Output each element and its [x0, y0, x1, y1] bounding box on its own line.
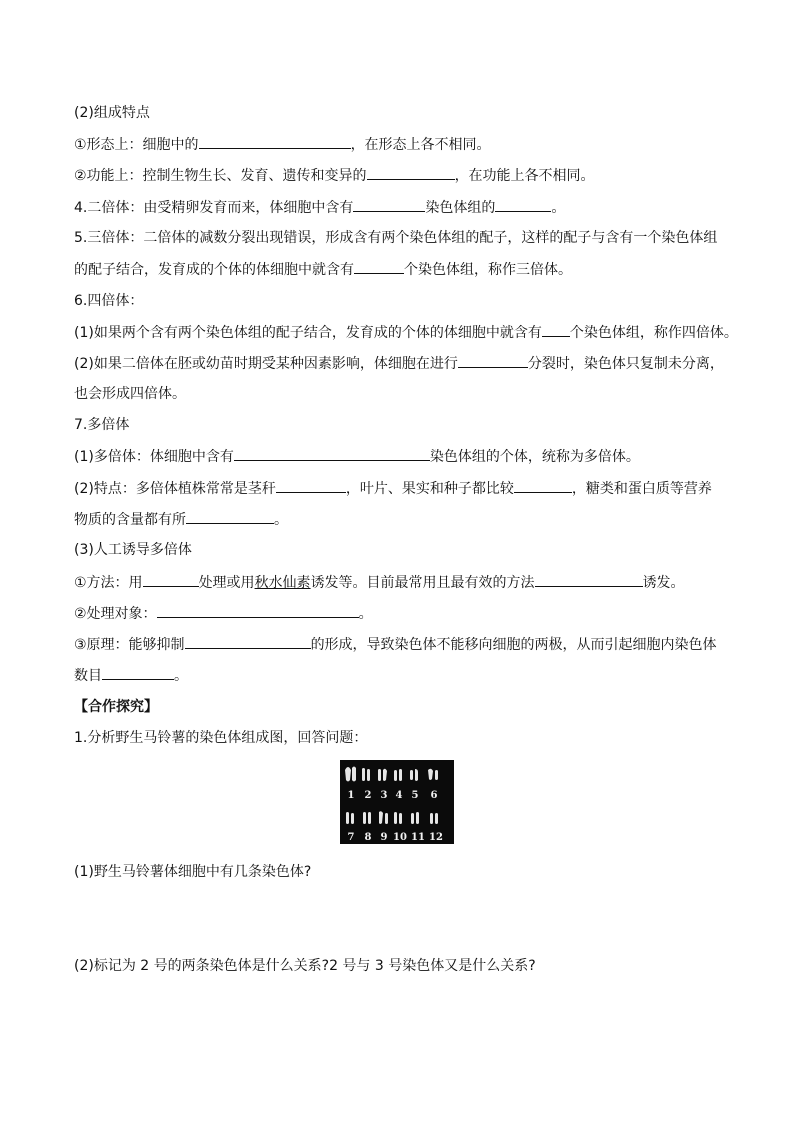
answer-blank[interactable]	[353, 197, 425, 212]
polyploid-definition: (1)多倍体：体细胞中含有 染色体组的个体，统称为多倍体。	[74, 446, 734, 467]
karyotype-svg	[340, 760, 454, 844]
chromosome-label: 5	[411, 790, 419, 801]
answer-blank[interactable]	[354, 259, 404, 274]
section-heading: (2)组成特点	[74, 105, 150, 121]
triploid-line-2: 的配子结合，发育成的个体的体细胞中就含有 个染色体组，称作三倍体。	[74, 259, 734, 280]
diploid-line: 4.二倍体：由受精卵发育而来，体细胞中含有 染色体组的 。	[74, 197, 734, 218]
polyploid-features-2: 物质的含量都有所 。	[74, 509, 734, 530]
chromosome-row-top	[345, 767, 438, 782]
triploid-line: 5.三倍体：二倍体的减数分裂出现错误，形成含有两个染色体组的配子，这样的配子与含有一个染色体组	[74, 230, 718, 246]
chromosome-label: 8	[364, 832, 372, 843]
morphology-line: ①形态上：细胞中的 ，在形态上各不相同。	[74, 134, 734, 155]
chromosome-label: 7	[347, 832, 355, 843]
chromosome-label: 2	[364, 790, 372, 801]
tetraploid-line-1: (1)如果两个含有两个染色体组的配子结合，发育成的个体的体细胞中就含有 个染色体组，称作四倍体。	[74, 322, 734, 343]
tetraploid-line-2: (2)如果二倍体在胚或幼苗时期受某种因素影响，体细胞在进行 分裂时，染色体只复制未分离，	[74, 353, 734, 374]
answer-blank[interactable]	[542, 322, 570, 337]
chromosome-label: 12	[429, 832, 443, 843]
chromosome-label: 4	[395, 790, 403, 801]
tetraploid-line-3: 也会形成四倍体。	[74, 386, 186, 402]
chromosome-row-bottom	[346, 811, 438, 824]
answer-blank[interactable]	[367, 165, 455, 180]
answer-blank[interactable]	[514, 478, 572, 493]
chromosome-label: 6	[430, 790, 438, 801]
function-line: ②功能上：控制生物生长、发育、遗传和变异的 ，在功能上各不相同。	[74, 165, 734, 186]
target-line: ②处理对象： 。	[74, 603, 734, 624]
chromosome-label: 11	[411, 832, 425, 843]
principle-line: ③原理：能够抑制 的形成，导致染色体不能移向细胞的两极，从而引起细胞内染色体	[74, 634, 734, 655]
answer-blank[interactable]	[458, 353, 528, 368]
question-1: 1.分析野生马铃薯的染色体组成图，回答问题：	[74, 730, 368, 746]
karyotype-image	[340, 760, 454, 844]
answer-blank[interactable]	[157, 603, 359, 618]
cooperative-inquiry-heading: 【合作探究】	[74, 699, 158, 715]
question-1-part-1: (1)野生马铃薯体细胞中有几条染色体?	[74, 864, 312, 880]
chromosome-label: 10	[393, 832, 407, 843]
answer-blank[interactable]	[143, 572, 199, 587]
question-1-part-2: (2)标记为 2 号的两条染色体是什么关系?2 号与 3 号染色体又是什么关系?	[74, 958, 536, 974]
chromosome-label: 3	[380, 790, 388, 801]
answer-blank[interactable]	[186, 509, 274, 524]
answer-blank[interactable]	[495, 197, 551, 212]
polyploid-heading: 7.多倍体	[74, 417, 130, 433]
polyploid-features: (2)特点：多倍体植株常常是茎秆 ，叶片、果实和种子都比较 ，糖类和蛋白质等营养	[74, 478, 734, 499]
principle-line-2: 数目 。	[74, 665, 734, 686]
artificial-induction-heading: (3)人工诱导多倍体	[74, 542, 192, 558]
answer-blank[interactable]	[102, 665, 174, 680]
tetraploid-heading: 6.四倍体：	[74, 293, 144, 309]
answer-blank[interactable]	[276, 478, 346, 493]
answer-blank[interactable]	[185, 634, 311, 649]
chromosome-label: 9	[380, 832, 388, 843]
chromosome-label: 1	[347, 790, 355, 801]
answer-blank[interactable]	[234, 446, 430, 461]
answer-blank[interactable]	[535, 572, 643, 587]
answer-blank[interactable]	[199, 134, 351, 149]
method-line: ①方法：用 处理或用秋水仙素诱发等。目前最常用且最有效的方法 诱发。	[74, 572, 734, 593]
